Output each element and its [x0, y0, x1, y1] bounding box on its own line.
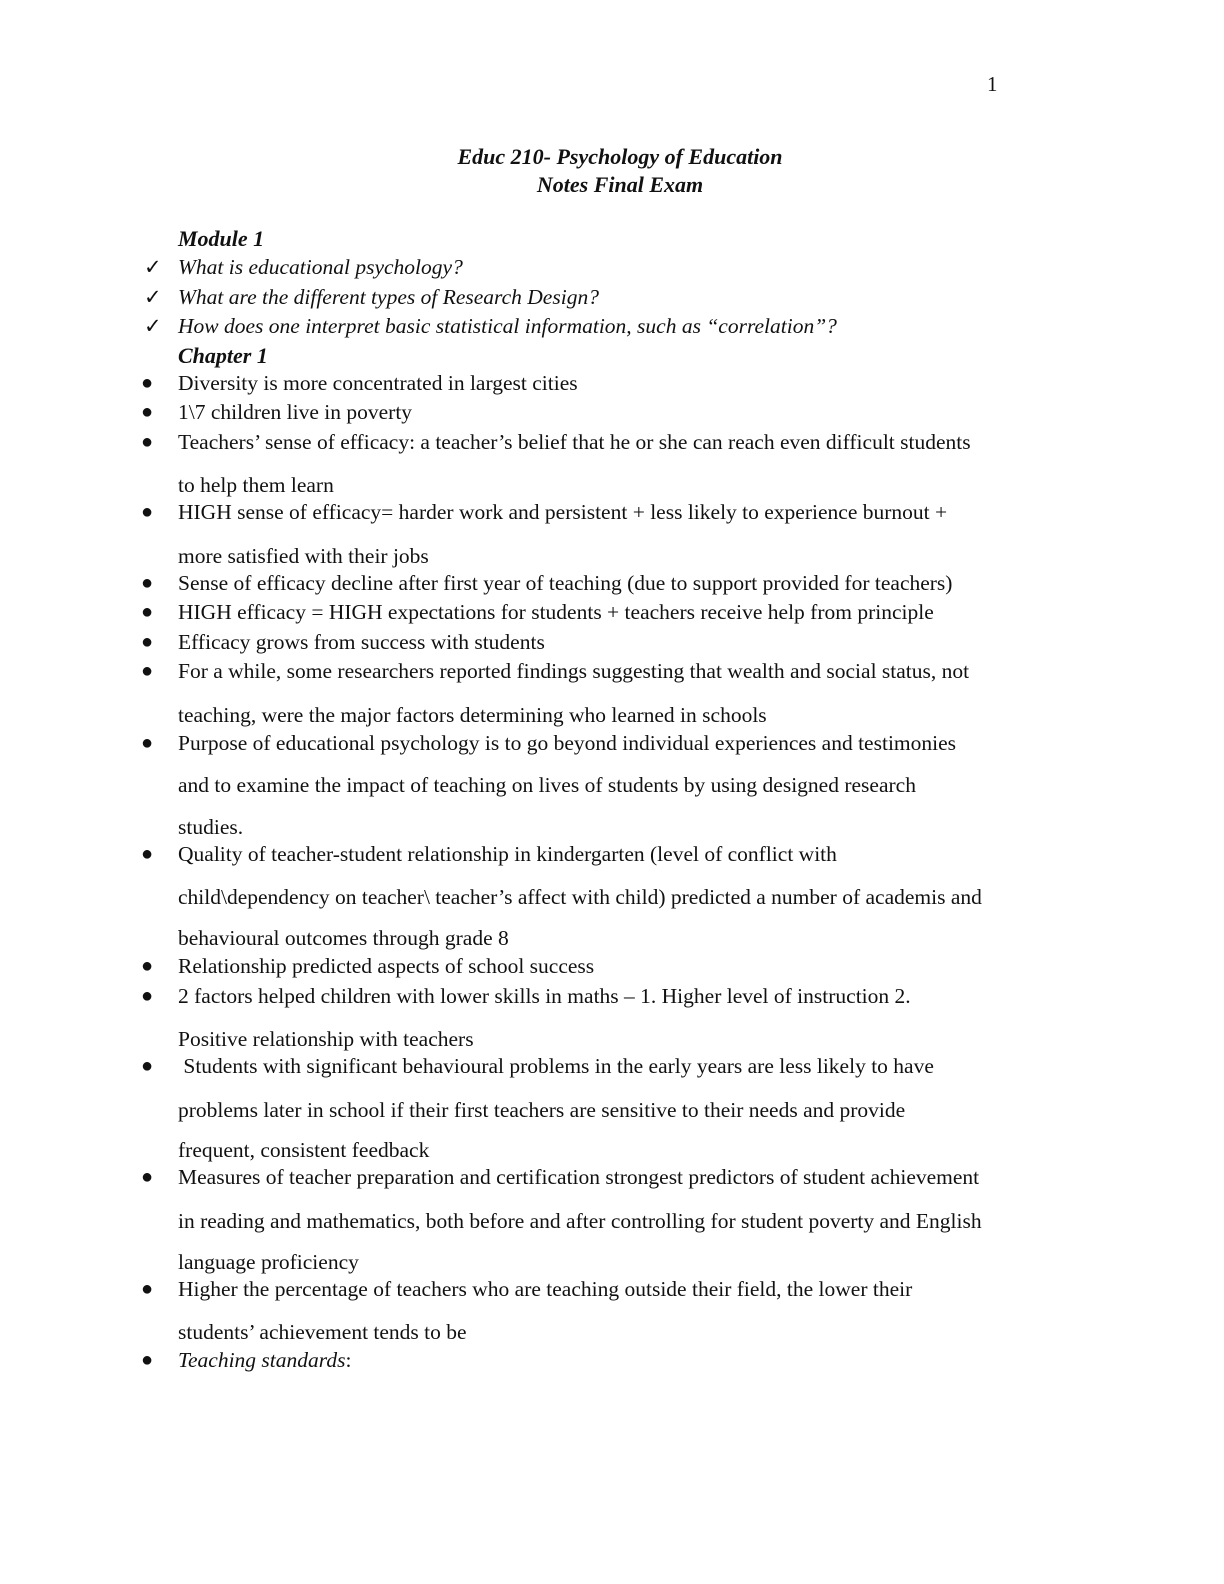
bullet-text: HIGH efficacy = HIGH expectations for students + teachers receive help from principle [178, 600, 934, 624]
bullet-dot-icon: ● [141, 601, 154, 623]
bullet-text: Purpose of educational psychology is to go beyond individual experiences and testimonies [178, 731, 957, 755]
bullet-text: behavioural outcomes through grade 8 [178, 926, 509, 950]
bullet-text: students’ achievement tends to be [178, 1320, 467, 1344]
bullet-dot-icon: ● [141, 1055, 154, 1077]
bullet-text: Relationship predicted aspects of school success [178, 954, 595, 978]
bullet-text-teaching-standards [178, 1347, 351, 1373]
bullet-dot-icon: ● [141, 1349, 154, 1371]
bullet-text: problems later in school if their first teachers are sensitive to their needs and provide [178, 1098, 906, 1122]
bullet-text: teaching, were the major factors determining who learned in schools [178, 703, 767, 727]
bullet-dot-icon: ● [141, 732, 154, 754]
bullet-dot-icon: ● [141, 843, 154, 865]
bullet-text: Measures of teacher preparation and certification strongest predictors of student achievement [178, 1165, 980, 1189]
bullet-text: 2 factors helped children with lower skills in maths – 1. Higher level of instruction 2. [178, 984, 911, 1008]
bullet-text: Efficacy grows from success with students [178, 630, 545, 654]
check-mark-icon: ✓ [144, 314, 162, 338]
module-question: What are the different types of Research Design? [178, 285, 599, 309]
check-mark-icon: ✓ [144, 285, 162, 309]
bullet-text: Quality of teacher-student relationship in kindergarten (level of conflict with [178, 842, 837, 866]
bullet-dot-icon: ● [141, 372, 154, 394]
bullet-text: child\dependency on teacher\ teacher’s affect with child) predicted a number of academis and [178, 885, 982, 909]
bullet-dot-icon: ● [141, 401, 154, 423]
bullet-dot-icon: ● [141, 431, 154, 453]
bullet-dot-icon: ● [141, 572, 154, 594]
bullet-dot-icon: ● [141, 955, 154, 977]
bullet-dot-icon: ● [141, 501, 154, 523]
module-heading: Module 1 [178, 226, 265, 251]
bullet-text: language proficiency [178, 1250, 359, 1274]
bullet-text: Diversity is more concentrated in largest cities [178, 371, 578, 395]
chapter-heading: Chapter 1 [178, 343, 268, 368]
bullet-text: studies. [178, 815, 244, 839]
bullet-dot-icon: ● [141, 631, 154, 653]
bullet-text: Sense of efficacy decline after first year of teaching (due to support provided for teachers) [178, 571, 953, 595]
teaching-standards-colon: : [345, 1348, 352, 1372]
bullet-dot-icon: ● [141, 660, 154, 682]
bullet-text: Higher the percentage of teachers who are teaching outside their field, the lower their [178, 1277, 913, 1301]
bullet-text: and to examine the impact of teaching on lives of students by using designed research [178, 773, 916, 797]
bullet-text: Students with significant behavioural problems in the early years are less likely to have [178, 1054, 934, 1078]
bullet-text: HIGH sense of efficacy= harder work and persistent + less likely to experience burnout + [178, 500, 948, 524]
bullet-text: frequent, consistent feedback [178, 1138, 430, 1162]
bullet-text: Teachers’ sense of efficacy: a teacher’s belief that he or she can reach even difficult students [178, 430, 971, 454]
bullet-text: more satisfied with their jobs [178, 544, 429, 568]
bullet-text: to help them learn [178, 473, 334, 497]
bullet-text: Positive relationship with teachers [178, 1027, 474, 1051]
page-number: 1 [987, 72, 998, 96]
bullet-text: For a while, some researchers reported findings suggesting that wealth and social status, not [178, 659, 970, 683]
module-question: What is educational psychology? [178, 255, 463, 279]
bullet-dot-icon: ● [141, 1166, 154, 1188]
bullet-text: 1\7 children live in poverty [178, 400, 413, 424]
module-question: How does one interpret basic statistical information, such as “correlation”? [178, 314, 837, 338]
bullet-dot-icon: ● [141, 1278, 154, 1300]
bullet-dot-icon: ● [141, 985, 154, 1007]
document-title: Educ 210- Psychology of Education [457, 144, 783, 169]
teaching-standards-label: Teaching standards [178, 1348, 346, 1372]
bullet-text: in reading and mathematics, both before and after controlling for student poverty and English [178, 1209, 982, 1233]
document-subtitle: Notes Final Exam [536, 172, 704, 197]
check-mark-icon: ✓ [144, 255, 162, 279]
